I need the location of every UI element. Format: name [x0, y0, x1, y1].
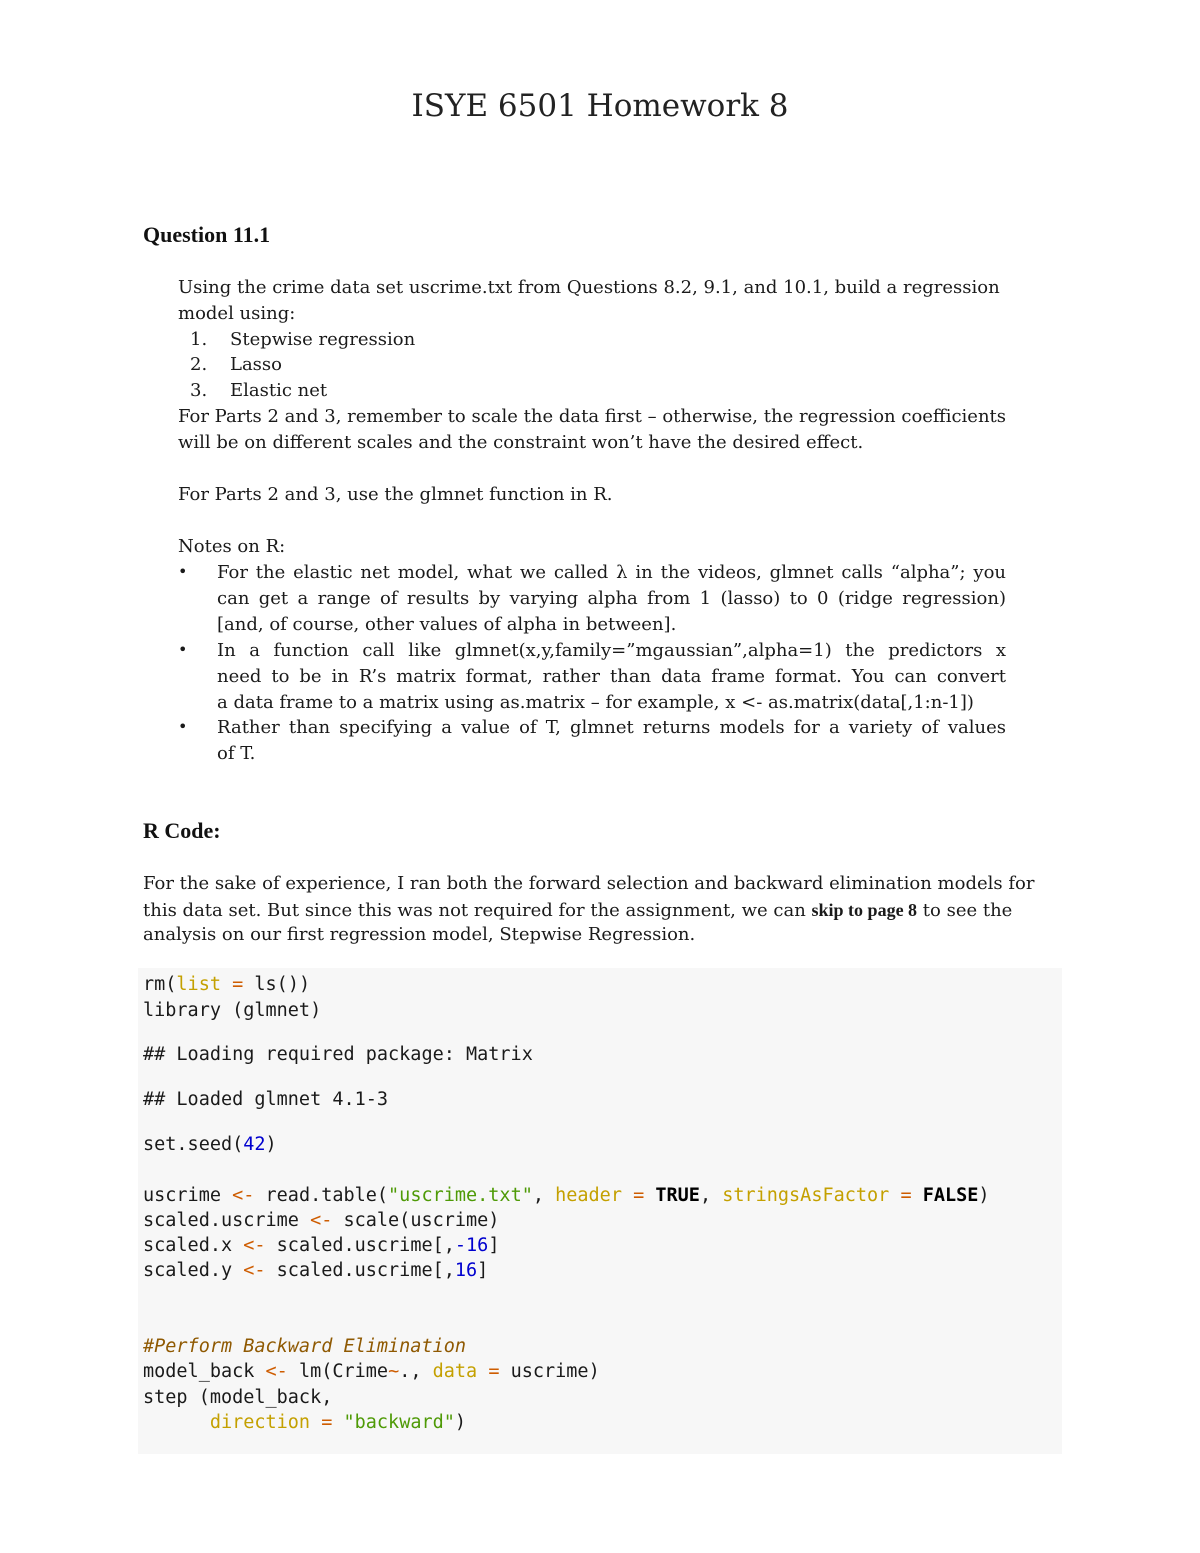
code-line: uscrime <- read.table("uscrime.txt", header = TRUE, stringsAsFactor = FALSE)	[143, 1185, 990, 1206]
bullet-item-3	[217, 715, 1006, 767]
rcode-intro-line-2	[143, 897, 1012, 924]
list-item-lasso: Lasso	[230, 354, 282, 375]
skip-to-page-emphasis: skip to page 8	[811, 900, 918, 920]
bullet-icon: •	[178, 717, 188, 736]
rcode-intro-text-end: to see the	[917, 900, 1013, 921]
list-number: 2.	[190, 354, 208, 375]
bullet-icon: •	[178, 562, 188, 581]
code-line: rm(list = ls())	[143, 974, 311, 995]
scale-line-2: will be on different scales and the constraint won’t have the desired effect.	[178, 432, 864, 453]
rcode-intro-line-3: analysis on our first regression model, Stepwise Regression.	[143, 924, 696, 945]
code-line: scaled.y <- scaled.uscrime[,16]	[143, 1260, 489, 1281]
bullet-3-line-1: Rather than specifying a value of T, glmnet returns models for a variety of values	[217, 717, 1006, 738]
page-title: ISYE 6501 Homework 8	[411, 88, 789, 124]
scale-line-1: For Parts 2 and 3, remember to scale the data first – otherwise, the regression coefficients	[178, 406, 1007, 427]
question-heading: Question 11.1	[143, 222, 271, 247]
bullet-2-line-2: need to be in R’s matrix format, rather than data frame format. You can convert	[217, 666, 1006, 687]
rcode-heading: R Code:	[143, 818, 221, 843]
code-output: ## Loading required package: Matrix	[143, 1044, 533, 1065]
list-item-stepwise: Stepwise regression	[230, 329, 416, 350]
rcode-intro-line-1: For the sake of experience, I ran both the forward selection and backward elimination models for	[143, 873, 1035, 894]
code-line: scaled.uscrime <- scale(uscrime)	[143, 1210, 500, 1231]
bullet-item-2	[217, 638, 1006, 716]
bullet-item-1	[217, 560, 1006, 638]
code-line: scaled.x <- scaled.uscrime[,-16]	[143, 1235, 500, 1256]
list-number: 3.	[190, 380, 208, 401]
code-output: ## Loaded glmnet 4.1-3	[143, 1089, 389, 1110]
code-comment: #Perform Backward Elimination	[143, 1336, 467, 1357]
bullet-1-line-3: [and, of course, other values of alpha in between].	[217, 614, 677, 635]
code-line: direction = "backward")	[209, 1412, 467, 1433]
bullet-icon: •	[178, 640, 188, 659]
glmnet-line: For Parts 2 and 3, use the glmnet function in R.	[178, 484, 613, 505]
rcode-intro-text: this data set. But since this was not required for the assignment, we can	[143, 900, 812, 921]
bullet-2-line-3: a data frame to a matrix using as.matrix – for example, x <- as.matrix(data[,1:n-1])	[217, 692, 974, 713]
code-line: set.seed(42)	[143, 1134, 277, 1155]
question-intro-line-2: model using:	[178, 303, 296, 324]
code-line: step (model_back,	[143, 1387, 333, 1408]
list-item-elastic-net: Elastic net	[230, 380, 328, 401]
bullet-3-line-2: of T.	[217, 743, 256, 764]
bullet-2-line-1: In a function call like glmnet(x,y,family=”mgaussian”,alpha=1) the predictors x	[217, 640, 1006, 661]
question-intro-line-1: Using the crime data set uscrime.txt from Questions 8.2, 9.1, and 10.1, build a regression	[178, 277, 1000, 298]
list-number: 1.	[190, 329, 208, 350]
code-line: model_back <- lm(Crime~., data = uscrime)	[143, 1361, 600, 1382]
bullet-1-line-1: For the elastic net model, what we called λ in the videos, glmnet calls “alpha”; you	[217, 562, 1006, 583]
notes-label: Notes on R:	[178, 536, 286, 557]
bullet-1-line-2: can get a range of results by varying alpha from 1 (lasso) to 0 (ridge regression)	[217, 588, 1006, 609]
code-line: library (glmnet)	[143, 1000, 322, 1021]
